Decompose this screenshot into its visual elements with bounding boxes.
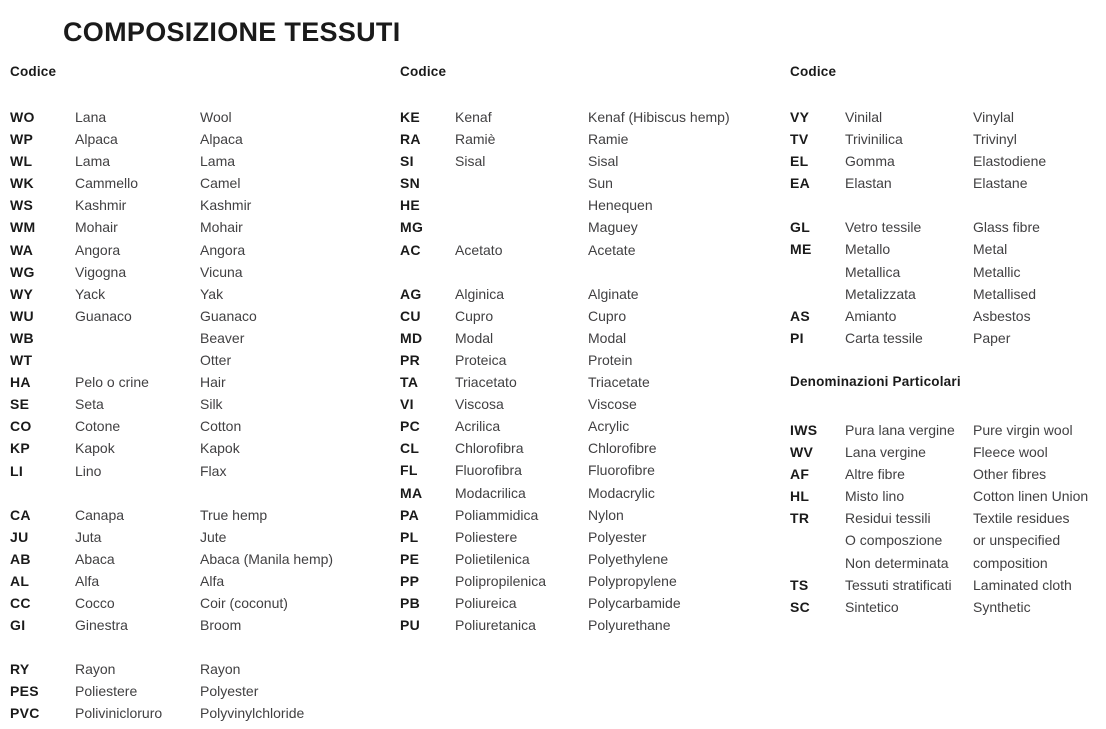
table-row [400,216,775,238]
code-cell: AS [790,307,811,324]
italian-name-cell: Pelo o crine [75,374,149,391]
table-row [790,216,1102,238]
table-row [790,552,1102,574]
table-row [10,305,390,327]
code-cell [790,283,845,305]
table-row [400,172,775,194]
english-name-cell: Guanaco [200,307,257,324]
code-cell: MG [400,219,424,236]
table-row [10,349,390,371]
english-name-cell: Metallised [973,285,1037,302]
italian-name-cell: Misto lino [845,488,905,505]
table-row [400,415,775,437]
english-name-cell: Nylon [588,506,624,523]
table-row [400,437,775,459]
english-name-cell: Polyester [588,528,647,545]
table-row [790,305,1102,327]
code-cell: FL [400,462,418,479]
english-name-cell: Cupro [588,307,627,324]
table-row [400,194,775,216]
code-cell: VI [400,396,414,413]
english-name-cell: Beaver [200,329,245,346]
table-row [400,371,775,393]
english-name-cell: Triacetate [588,374,650,391]
table-row [790,529,1102,551]
english-name-cell: Flax [200,462,227,479]
table-row [400,150,775,172]
english-name-cell: Glass fibre [973,219,1040,236]
italian-name-cell: Canapa [75,506,125,523]
english-name-cell: Camel [200,175,241,192]
italian-name-cell: Kapok [75,440,115,457]
english-name-cell: Henequen [588,197,653,214]
italian-name-cell: Acrilica [455,418,501,435]
table-row [400,106,775,128]
italian-name-cell: Metalizzata [845,285,916,302]
column-header-codice: Codice [10,64,57,79]
table-row [10,393,390,415]
table-row [10,614,390,636]
italian-name-cell: Proteica [455,351,507,368]
code-cell: CC [10,594,31,611]
english-name-cell: Alpaca [200,131,243,148]
english-name-cell: Polyethylene [588,550,669,567]
table-row [400,128,775,150]
italian-name-cell: Metallica [845,263,901,280]
italian-name-cell: Modacrilica [455,484,526,501]
code-cell: AL [10,572,30,589]
table-row [400,327,775,349]
italian-name-cell: Vetro tessile [845,219,922,236]
code-cell: WL [10,153,33,170]
code-cell: PL [400,528,419,545]
italian-name-cell: Gomma [845,153,895,170]
italian-name-cell: Elastan [845,175,892,192]
code-group [400,283,775,637]
english-name-cell: Polycarbamide [588,594,681,611]
italian-name-cell: Mohair [75,219,118,236]
code-cell: TV [790,131,809,148]
code-cell: EL [790,153,809,170]
table-row [10,283,390,305]
table-row [10,172,390,194]
code-cell: PB [400,594,421,611]
code-cell: WT [10,352,33,369]
table-row [790,485,1102,507]
table-row [10,592,390,614]
italian-name-cell: Cocco [75,594,115,611]
table-row [790,419,1102,441]
code-cell: WK [10,175,34,192]
table-row [10,371,390,393]
code-cell: TA [400,374,419,391]
table-row [790,327,1102,349]
english-name-cell: Polyvinylchloride [200,705,305,722]
code-cell: WA [10,241,34,258]
table-row [400,548,775,570]
table-row [400,305,775,327]
code-cell: CL [400,440,420,457]
table-row [400,239,775,261]
english-name-cell: Chlorofibre [588,440,657,457]
table-row [790,128,1102,150]
table-row [10,327,390,349]
table-row [400,526,775,548]
italian-name-cell: Lama [75,153,111,170]
code-cell: PR [400,351,421,368]
code-cell: SN [400,175,421,192]
code-cell: IWS [790,421,818,438]
table-row [10,106,390,128]
italian-name-cell: Juta [75,528,102,545]
english-name-cell: Lama [200,153,236,170]
table-row [10,680,390,702]
italian-name-cell: Polivinicloruro [75,705,163,722]
table-row [400,592,775,614]
italian-name-cell [455,194,588,216]
table-row [10,702,390,724]
table-row [400,459,775,481]
english-name-cell: Alfa [200,572,225,589]
table-row [10,194,390,216]
table-row [790,507,1102,529]
english-name-cell: Other fibres [973,466,1047,483]
code-cell: MD [400,329,423,346]
code-group [400,106,775,261]
code-group [790,371,1102,618]
italian-name-cell: Triacetato [455,374,517,391]
italian-name-cell: Trivinilica [845,131,903,148]
code-cell: JU [10,528,29,545]
english-name-cell: Coir (coconut) [200,594,288,611]
italian-name-cell: Kashmir [75,197,127,214]
table-row [790,441,1102,463]
italian-name-cell: Chlorofibra [455,440,524,457]
english-name-cell: Polyester [200,683,259,700]
english-name-cell: Polypropylene [588,572,677,589]
code-cell: WB [10,329,34,346]
table-row [400,614,775,636]
code-cell: SE [10,396,30,413]
code-groups [400,106,775,636]
table-row [10,128,390,150]
code-groups [790,106,1102,618]
code-cell [790,529,845,551]
english-name-cell: Fleece wool [973,444,1048,461]
italian-name-cell: Fluorofibra [455,462,522,479]
italian-name-cell: Poliestere [455,528,518,545]
code-cell: VY [790,109,810,125]
english-name-cell: or unspecified [973,532,1061,549]
code-cell: RY [10,661,30,678]
code-cell: WS [10,197,34,214]
table-row [10,570,390,592]
english-name-cell: Abaca (Manila hemp) [200,550,334,567]
italian-name-cell: Ramiè [455,131,496,148]
column-header-codice: Codice [400,64,447,79]
italian-name-cell: Vigogna [75,263,127,280]
italian-name-cell: Polietilenica [455,550,530,567]
code-cell: TR [790,510,810,527]
section-subheader: Denominazioni Particolari [790,373,961,389]
english-name-cell: Broom [200,617,242,634]
table-row [790,574,1102,596]
english-name-cell: Asbestos [973,307,1031,324]
code-cell: KP [10,440,31,457]
english-name-cell: Vinylal [973,109,1014,125]
italian-name-cell [455,216,588,238]
english-name-cell: Acetate [588,241,636,258]
english-name-cell: Sun [588,175,613,192]
italian-name-cell: Ginestra [75,617,128,634]
code-cell: PI [790,329,804,346]
english-name-cell: Kenaf (Hibiscus hemp) [588,109,730,125]
table-row [10,437,390,459]
code-cell: GI [10,617,26,634]
english-name-cell: Maguey [588,219,638,236]
english-name-cell: Angora [200,241,246,258]
table-row [10,261,390,283]
italian-name-cell: Viscosa [455,396,504,413]
code-cell: LI [10,462,24,479]
italian-name-cell: Abaca [75,550,115,567]
code-cell: PA [400,506,420,523]
italian-name-cell: Cupro [455,307,494,324]
italian-name-cell: Residui tessili [845,510,931,527]
english-name-cell: Ramie [588,131,629,148]
italian-name-cell: Alginica [455,285,505,302]
english-name-cell: Sisal [588,153,619,170]
english-name-cell: Laminated cloth [973,576,1072,593]
english-name-cell: Paper [973,329,1011,346]
italian-name-cell: Poliammidica [455,506,539,523]
table-row [400,349,775,371]
code-cell: AG [400,285,422,302]
code-cell [790,552,845,574]
italian-name-cell: Seta [75,396,104,413]
code-cell: TS [790,576,809,593]
italian-name-cell: Amianto [845,307,897,324]
code-cell: CO [10,418,32,435]
english-name-cell: Modacrylic [588,484,655,501]
code-group [10,504,390,637]
english-name-cell: Yak [200,285,224,302]
table-row [10,415,390,437]
italian-name-cell: Altre fibre [845,466,905,483]
table-row [10,239,390,261]
italian-name-cell: O composzione [845,532,943,549]
page-title: COMPOSIZIONE TESSUTI [63,17,401,47]
italian-name-cell: Rayon [75,661,116,678]
english-name-cell: composition [973,554,1048,571]
italian-name-cell: Vinilal [845,109,883,125]
code-cell: PP [400,572,420,589]
italian-name-cell: Metallo [845,241,891,258]
italian-name-cell: Polipropilenica [455,572,547,589]
english-name-cell: Cotton [200,418,242,435]
italian-name-cell: Cammello [75,175,139,192]
table-row [790,283,1102,305]
table-row [790,150,1102,172]
italian-name-cell: Alfa [75,572,100,589]
code-cell: RA [400,131,421,148]
english-name-cell: Elastodiene [973,153,1047,170]
italian-name-cell [455,172,588,194]
code-column [400,64,775,636]
code-cell: GL [790,219,811,236]
code-group [790,106,1102,194]
italian-name-cell: Pura lana vergine [845,421,955,438]
italian-name-cell: Sintetico [845,598,899,615]
english-name-cell: Viscose [588,396,637,413]
english-name-cell: Kapok [200,440,240,457]
italian-name-cell: Non determinata [845,554,949,571]
code-column [790,64,1102,618]
code-group [10,658,390,724]
english-name-cell: Synthetic [973,598,1031,615]
code-cell: HA [10,374,31,391]
code-cell: AF [790,466,810,483]
code-groups [10,106,390,724]
english-name-cell: Mohair [200,219,243,236]
table-row [790,261,1102,283]
italian-name-cell: Poliestere [75,683,138,700]
code-cell: PES [10,683,39,700]
code-cell: HL [790,488,810,505]
code-group [10,106,390,482]
english-name-cell: Pure virgin wool [973,421,1073,438]
table-row [790,172,1102,194]
english-name-cell: Metal [973,241,1008,258]
code-cell: CA [10,506,31,523]
english-name-cell: True hemp [200,506,268,523]
table-row [790,596,1102,618]
code-cell: AB [10,550,31,567]
italian-name-cell: Lana vergine [845,444,926,461]
code-cell: SI [400,153,414,170]
table-row [10,658,390,680]
italian-name-cell: Tessuti stratificati [845,576,952,593]
italian-name-cell: Modal [455,329,494,346]
italian-name-cell: Poliureica [455,594,517,611]
code-cell: HE [400,197,421,214]
english-name-cell: Kashmir [200,197,252,214]
italian-name-cell: Guanaco [75,307,132,324]
english-name-cell: Hair [200,374,226,391]
italian-name-cell: Lana [75,109,107,125]
italian-name-cell: Poliuretanica [455,617,536,634]
english-name-cell: Jute [200,528,227,545]
table-row [10,460,390,482]
table-row [790,463,1102,485]
english-name-cell: Textile residues [973,510,1070,527]
code-cell: PC [400,418,421,435]
english-name-cell: Fluorofibre [588,462,655,479]
italian-name-cell: Lino [75,462,102,479]
italian-name-cell: Cotone [75,418,121,435]
code-cell: PVC [10,705,40,722]
italian-name-cell: Kenaf [455,109,492,125]
code-cell: CU [400,307,421,324]
italian-name-cell: Carta tessile [845,329,923,346]
english-name-cell: Silk [200,396,223,413]
code-cell: WM [10,219,36,236]
english-name-cell: Alginate [588,285,639,302]
table-row [790,106,1102,128]
code-cell: WG [10,263,35,280]
table-row [400,482,775,504]
english-name-cell: Vicuna [200,263,243,280]
table-row [400,393,775,415]
italian-name-cell: Alpaca [75,131,118,148]
table-row [10,150,390,172]
code-cell [790,261,845,283]
table-row [10,504,390,526]
code-group [790,216,1102,349]
code-cell: KE [400,109,421,125]
english-name-cell: Protein [588,351,633,368]
english-name-cell: Modal [588,329,627,346]
english-name-cell: Otter [200,352,232,369]
code-cell: EA [790,175,811,192]
italian-name-cell: Angora [75,241,121,258]
code-cell: WO [10,109,35,125]
english-name-cell: Acrylic [588,418,630,435]
italian-name-cell [75,327,200,349]
english-name-cell: Metallic [973,263,1021,280]
table-row [10,216,390,238]
table-row [10,548,390,570]
code-cell: AC [400,241,421,258]
italian-name-cell: Acetato [455,241,503,258]
table-row [790,238,1102,260]
english-name-cell: Rayon [200,661,241,678]
code-cell: WV [790,444,814,461]
code-cell: SC [790,598,811,615]
italian-name-cell: Yack [75,285,106,302]
code-cell: MA [400,484,423,501]
english-name-cell: Elastane [973,175,1028,192]
english-name-cell: Polyurethane [588,617,671,634]
code-cell: PE [400,550,420,567]
english-name-cell: Trivinyl [973,131,1017,148]
english-name-cell: Wool [200,109,232,125]
table-row [400,504,775,526]
table-row [400,570,775,592]
table-row [10,526,390,548]
code-cell: WU [10,307,34,324]
code-cell: WP [10,131,34,148]
code-cell: PU [400,617,421,634]
column-header-codice: Codice [790,64,837,79]
italian-name-cell [75,349,200,371]
code-cell: WY [10,285,34,302]
english-name-cell: Cotton linen Union [973,488,1089,505]
italian-name-cell: Sisal [455,153,486,170]
code-cell: ME [790,241,812,258]
table-row [400,283,775,305]
code-column [10,64,390,724]
